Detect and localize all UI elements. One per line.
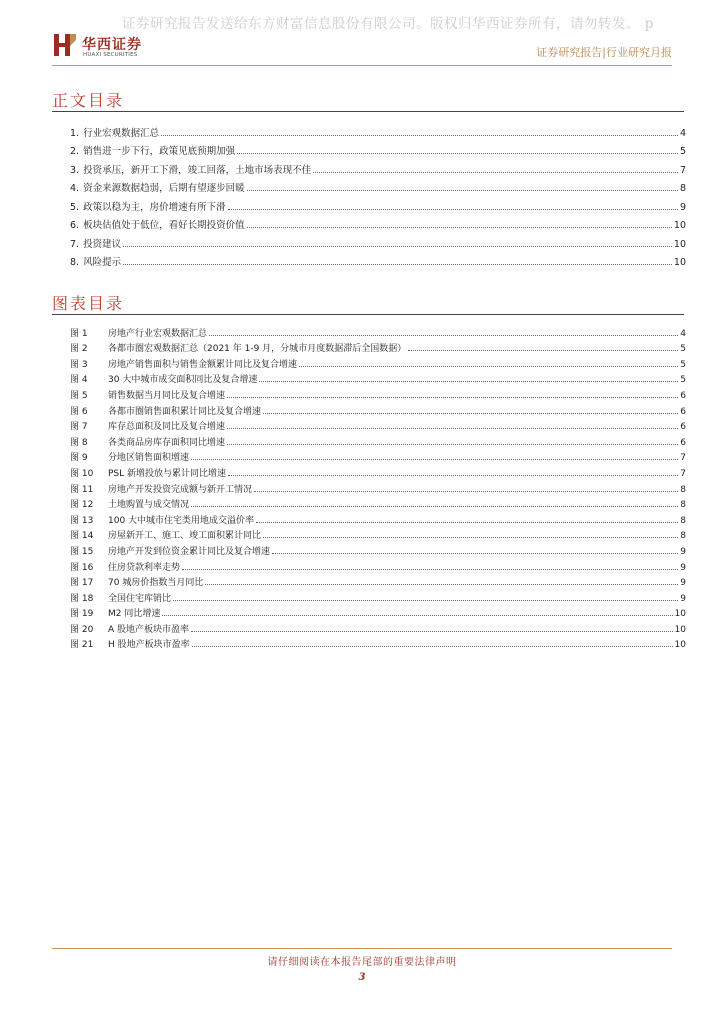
entry-page-number: 5 [679, 146, 686, 157]
entry-number: 7. [70, 238, 80, 250]
dot-leader [191, 506, 678, 507]
entry-text: 70 城房价指数当月同比 [108, 578, 204, 589]
entry-text: 全国住宅库销比 [108, 593, 172, 604]
entry-text: 库存总面积及同比及复合增速 [108, 422, 226, 433]
entry-page-number: 6 [680, 437, 686, 448]
entry-number: 3. [70, 164, 80, 176]
entry-number: 4. [70, 183, 80, 194]
figure-label: 图 2 [70, 344, 88, 355]
entry-page-number: 8 [680, 515, 686, 526]
figure-label: 图 16 [70, 562, 94, 573]
dot-leader [209, 335, 678, 336]
dot-leader [228, 475, 678, 476]
entry-text: 风险提示 [83, 257, 122, 268]
figure-label: 图 6 [70, 406, 88, 417]
dot-leader [191, 631, 673, 632]
entry-page-number: 8 [679, 183, 686, 194]
toc-list [70, 120, 686, 268]
figure-entry[interactable] [70, 448, 686, 464]
page-number: 3 [358, 972, 366, 983]
toc-entry[interactable] [70, 139, 686, 158]
dot-leader [247, 227, 672, 228]
figure-entry[interactable] [70, 557, 686, 573]
figure-entry[interactable] [70, 323, 686, 339]
entry-text: 房地产销售面积与销售金额累计同比及复合增速 [108, 359, 298, 370]
entry-page-number: 8 [680, 500, 686, 511]
dot-leader [247, 190, 678, 191]
toc-entry[interactable] [70, 213, 686, 232]
dot-leader [263, 537, 678, 538]
figure-entry[interactable] [70, 619, 686, 635]
figure-label: 图 10 [70, 468, 94, 479]
dot-leader [237, 153, 678, 154]
dot-leader [205, 584, 678, 585]
entry-text: H 股地产板块市盈率 [108, 640, 190, 651]
entry-page-number: 9 [679, 201, 686, 213]
entry-text: 销售进一步下行，政策见底预期加强 [83, 146, 236, 157]
dot-leader [227, 428, 678, 429]
figure-label: 图 3 [70, 359, 88, 370]
figure-title-rule [52, 314, 684, 315]
entry-page-number: 4 [680, 328, 686, 339]
entry-text: PSL 新增投放与累计同比增速 [108, 468, 227, 479]
entry-page-number: 6 [680, 406, 686, 417]
figure-entry[interactable] [70, 495, 686, 511]
figure-label: 图 9 [70, 453, 88, 464]
entry-page-number: 10 [674, 609, 686, 620]
figure-entry[interactable] [70, 385, 686, 401]
figure-entry[interactable] [70, 463, 686, 479]
entry-number: 2. [70, 146, 80, 157]
figure-label: 图 18 [70, 593, 94, 604]
entry-page-number: 9 [680, 593, 686, 604]
dot-leader [161, 135, 678, 136]
toc-entry[interactable] [70, 250, 686, 269]
figure-list [70, 323, 686, 650]
figure-list-title: 图表目录 [52, 294, 125, 313]
dot-leader [227, 444, 678, 445]
dot-leader [256, 522, 678, 523]
entry-text: 分地区销售面积增速 [108, 453, 190, 464]
entry-page-number: 10 [674, 640, 686, 651]
entry-number: 8. [70, 257, 80, 268]
entry-text: 政策以稳为主，房价增速有所下滑 [83, 201, 226, 213]
entry-text: 房地产开发到位资金累计同比及复合增速 [108, 546, 271, 557]
figure-entry[interactable] [70, 526, 686, 542]
entry-text: 房地产开发投资完成额与新开工情况 [108, 484, 253, 495]
dot-leader [313, 172, 678, 173]
entry-text: M2 同比增速 [108, 609, 161, 620]
figure-label: 图 12 [70, 500, 94, 511]
entry-page-number: 8 [680, 531, 686, 542]
dot-leader [408, 350, 678, 351]
entry-page-number: 4 [679, 127, 686, 139]
figure-entry[interactable] [70, 541, 686, 557]
figure-entry[interactable] [70, 417, 686, 433]
figure-label: 图 8 [70, 437, 88, 448]
figure-label: 图 4 [70, 375, 88, 386]
entry-page-number: 10 [673, 257, 686, 268]
figure-label: 图 5 [70, 390, 88, 401]
entry-page-number: 6 [680, 422, 686, 433]
figure-label: 图 19 [70, 609, 94, 620]
watermark: 证券研究报告发送给东方财富信息股份有限公司。版权归华西证券所有，请勿转发。 p [122, 16, 654, 32]
figure-label: 图 21 [70, 640, 94, 651]
figure-entry[interactable] [70, 588, 686, 604]
logo-text-cn: 华西证券 [82, 37, 142, 53]
figure-label: 图 11 [70, 484, 94, 495]
entry-text: 100 大中城市住宅类用地成交溢价率 [108, 515, 255, 526]
dot-leader [259, 381, 678, 382]
footer-divider [52, 948, 672, 949]
entry-text: 行业宏观数据汇总 [83, 127, 160, 139]
company-logo [52, 32, 162, 62]
dot-leader [192, 646, 673, 647]
entry-page-number: 6 [680, 390, 686, 401]
toc-entry[interactable] [70, 157, 686, 176]
entry-text: A 股地产板块市盈率 [108, 624, 190, 635]
entry-text: 土地购置与成交情况 [108, 500, 190, 511]
dot-leader [173, 600, 678, 601]
entry-page-number: 5 [680, 359, 686, 370]
entry-text: 资金来源数据趋弱，后期有望逐步回暖 [83, 183, 245, 194]
entry-page-number: 5 [680, 375, 686, 386]
entry-text: 投资承压，新开工下滑，竣工回落，土地市场表现不佳 [83, 164, 312, 176]
legal-notice: 请仔细阅读在本报告尾部的重要法律声明 [267, 957, 457, 968]
figure-label: 图 7 [70, 422, 88, 433]
entry-page-number: 9 [680, 578, 686, 589]
figure-label: 图 13 [70, 515, 94, 526]
dot-leader [191, 459, 678, 460]
toc-entry[interactable] [70, 231, 686, 250]
entry-text: 30 大中城市成交面积同比及复合增速 [108, 375, 258, 386]
dot-leader [272, 553, 678, 554]
dot-leader [299, 366, 678, 367]
dot-leader [162, 615, 672, 616]
entry-page-number: 7 [680, 468, 686, 479]
toc-title-rule [52, 111, 684, 112]
logo-text-en: HUAXI SECURITIES [83, 52, 138, 58]
huaxi-logo-icon [52, 32, 78, 58]
toc-title: 正文目录 [52, 91, 125, 110]
figure-entry[interactable] [70, 370, 686, 386]
toc-entry[interactable] [70, 194, 686, 213]
entry-number: 5. [70, 201, 80, 213]
entry-page-number: 7 [680, 453, 686, 464]
dot-leader [182, 569, 678, 570]
dot-leader [263, 413, 678, 414]
entry-page-number: 9 [680, 562, 686, 573]
toc-entry[interactable] [70, 120, 686, 139]
figure-label: 图 15 [70, 546, 94, 557]
entry-page-number: 8 [680, 484, 686, 495]
figure-entry[interactable] [70, 479, 686, 495]
entry-page-number: 10 [674, 624, 686, 635]
entry-text: 板块估值处于低位，看好长期投资价值 [83, 220, 245, 231]
entry-text: 各都市圈销售面积累计同比及复合增速 [108, 406, 262, 417]
figure-entry[interactable] [70, 339, 686, 355]
entry-text: 房屋新开工、施工、竣工面积累计同比 [108, 531, 262, 542]
figure-entry[interactable] [70, 573, 686, 589]
entry-text: 销售数据当月同比及复合增速 [108, 390, 226, 401]
dot-leader [123, 246, 672, 247]
dot-leader [228, 209, 678, 210]
figure-label: 图 20 [70, 624, 94, 635]
report-type-label: 证券研究报告|行业研究月报 [536, 46, 672, 59]
entry-text: 各都市圈宏观数据汇总（2021 年 1-9 月，分城市月度数据滞后全国数据） [108, 344, 407, 355]
dot-leader [123, 264, 672, 265]
entry-text: 住房贷款利率走势 [108, 562, 181, 573]
entry-page-number: 7 [679, 164, 686, 176]
header-divider [52, 65, 672, 66]
dot-leader [227, 397, 678, 398]
entry-text: 各类商品房库存面积同比增速 [108, 437, 226, 448]
figure-label: 图 17 [70, 578, 94, 589]
entry-number: 6. [70, 220, 80, 231]
toc-entry[interactable] [70, 176, 686, 195]
entry-page-number: 5 [680, 344, 686, 355]
entry-number: 1. [70, 127, 80, 139]
figure-entry[interactable] [70, 635, 686, 651]
figure-entry[interactable] [70, 432, 686, 448]
entry-page-number: 9 [680, 546, 686, 557]
entry-page-number: 10 [673, 220, 686, 231]
figure-entry[interactable] [70, 401, 686, 417]
figure-label: 图 1 [70, 328, 88, 339]
figure-entry[interactable] [70, 604, 686, 620]
figure-label: 图 14 [70, 531, 94, 542]
entry-text: 房地产行业宏观数据汇总 [108, 328, 208, 339]
figure-entry[interactable] [70, 354, 686, 370]
entry-text: 投资建议 [83, 238, 122, 250]
dot-leader [254, 491, 678, 492]
figure-entry[interactable] [70, 510, 686, 526]
entry-page-number: 10 [673, 238, 686, 250]
